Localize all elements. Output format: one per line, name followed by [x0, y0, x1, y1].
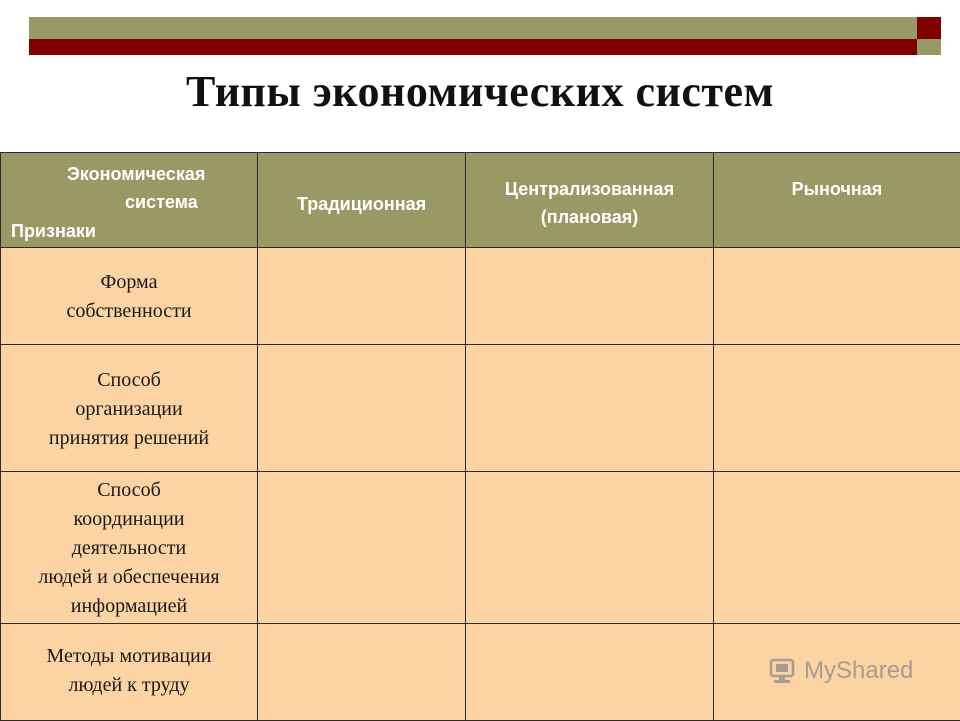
page-title: Типы экономических систем	[0, 66, 960, 117]
table-cell	[466, 472, 714, 624]
economic-systems-table	[0, 152, 960, 721]
row-label-line: людей к труду	[1, 671, 257, 700]
table-cell	[714, 248, 960, 345]
row-label-line: координации	[1, 505, 257, 534]
watermark	[768, 657, 913, 685]
column-header-label: Рыночная	[792, 179, 883, 199]
table-row	[1, 345, 960, 472]
column-header-label: Централизованная	[466, 175, 713, 203]
corner-label-features: Признаки	[11, 221, 96, 242]
table-cell	[258, 248, 466, 345]
row-label-line: людей и обеспечения	[1, 563, 257, 592]
corner-olive-square	[917, 39, 941, 55]
column-header-market	[714, 153, 960, 248]
row-label-line: информацией	[1, 592, 257, 621]
mysha red-logo-icon	[768, 657, 798, 685]
table-cell	[258, 472, 466, 624]
row-label-cell	[1, 345, 258, 472]
table-cell	[714, 472, 960, 624]
row-label-cell	[1, 472, 258, 624]
row-label-line: организации	[1, 395, 257, 424]
column-header-traditional	[258, 153, 466, 248]
table-cell	[466, 345, 714, 472]
row-label-line: принятия решений	[1, 424, 257, 453]
watermark-text: MyShared	[804, 657, 913, 685]
row-label-line: деятельности	[1, 534, 257, 563]
top-olive-bar	[29, 17, 917, 39]
corner-label-system: система	[125, 192, 198, 213]
table-row	[1, 472, 960, 624]
column-header-centralized	[466, 153, 714, 248]
row-label-cell	[1, 248, 258, 345]
table-header-row	[1, 153, 960, 248]
corner-maroon-square	[917, 17, 941, 39]
top-maroon-bar	[29, 39, 917, 55]
corner-header-cell	[1, 153, 258, 248]
table-cell	[258, 345, 466, 472]
row-label-line: Методы мотивации	[1, 642, 257, 671]
table-cell	[466, 624, 714, 721]
row-label-line: собственности	[1, 297, 257, 326]
column-header-label: Традиционная	[297, 194, 426, 214]
corner-label-economic: Экономическая	[67, 164, 205, 185]
row-label-line: Форма	[1, 268, 257, 297]
table-row	[1, 248, 960, 345]
column-header-sublabel: (плановая)	[466, 203, 713, 231]
row-label-line: Способ	[1, 366, 257, 395]
table-cell	[258, 624, 466, 721]
table-cell	[714, 345, 960, 472]
row-label-cell	[1, 624, 258, 721]
row-label-line: Способ	[1, 476, 257, 505]
table-cell	[466, 248, 714, 345]
